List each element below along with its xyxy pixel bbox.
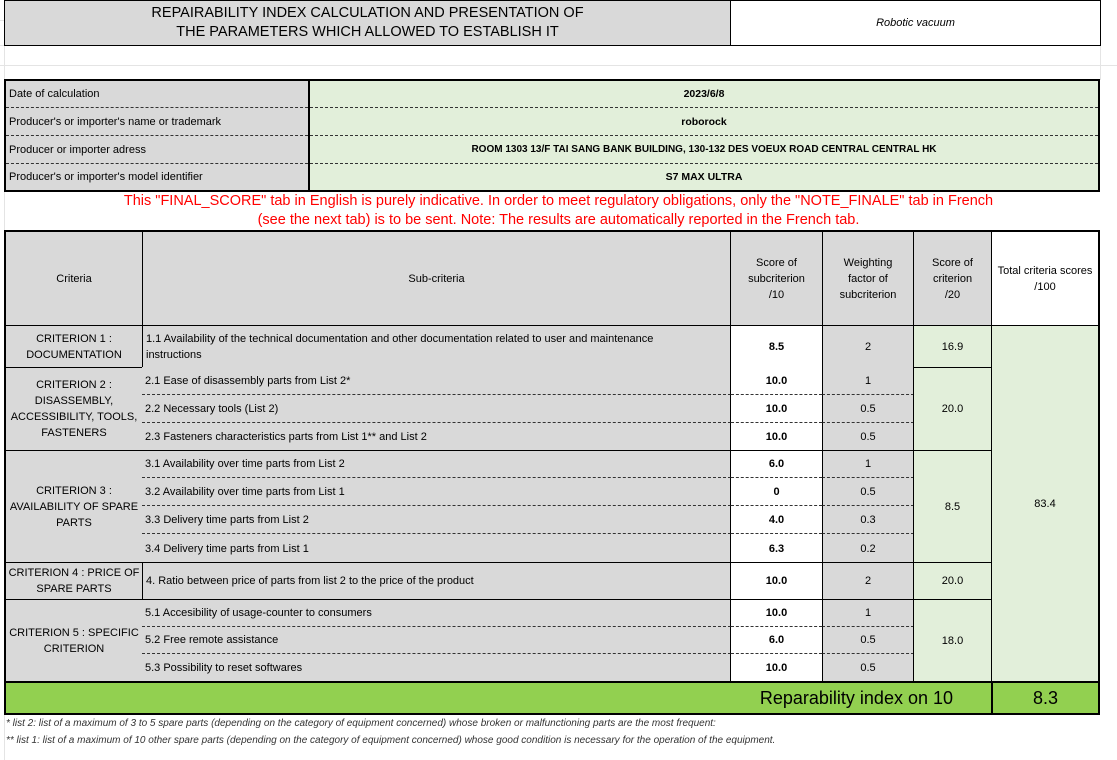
header-weighting [822, 230, 914, 326]
criterion-label: DOCUMENTATION [26, 348, 122, 361]
header-text: /20 [944, 288, 961, 301]
header-text: Weighting [843, 256, 893, 269]
info-value-model[interactable]: S7 MAX ULTRA [310, 164, 1098, 190]
criterion-3 [4, 450, 143, 563]
info-value-address[interactable]: ROOM 1303 13/F TAI SANG BANK BUILDING, 130-132 DES VOEUX ROAD CENTRAL CENTRAL HK [310, 136, 1098, 164]
sub-score-2-3[interactable]: 10.0 [731, 423, 822, 451]
criterion-2 [4, 367, 143, 451]
criterion-4 [4, 562, 143, 600]
sub-criterion-2-3: 2.3 Fasteners characteristics parts from List 1** and List 2 [142, 423, 731, 451]
header-sub-criteria: Sub-criteria [142, 230, 731, 326]
notice-line-1: This "FINAL_SCORE" tab in English is purely indicative. In order to meet regulatory obligations, only the "NOTE_FINALE" tab in French [123, 193, 994, 209]
weight-3-4: 0.2 [822, 534, 914, 563]
info-value-name[interactable]: roborock [310, 108, 1098, 136]
criterion-label: SPARE PARTS [36, 583, 112, 595]
sub-criterion-text: 1.1 Availability of the technical documentation and other documentation related to user and maintenance [146, 333, 654, 345]
header-text: /10 [768, 288, 785, 301]
sub-score-4[interactable]: 10.0 [730, 562, 823, 600]
sub-score-3-3[interactable]: 4.0 [731, 506, 822, 534]
criterion-label: CRITERION 5 : SPECIFIC [9, 626, 139, 639]
info-label-address: Producer or importer adress [6, 136, 308, 164]
footnote-list-1: ** list 1: list of a maximum of 10 other spare parts (depending on the category of equipment concerned) whose good condition is necessary for the operation of the equipment. [6, 735, 776, 746]
sub-criterion-2-1: 2.1 Ease of disassembly parts from List 2* [142, 367, 731, 395]
sub-score-5-3[interactable]: 10.0 [731, 654, 822, 682]
weight-2-2: 0.5 [822, 395, 914, 423]
header-score-subcriterion [730, 230, 823, 326]
info-label-model: Producer's or importer's model identifier [6, 164, 308, 190]
sub-criterion-2-2: 2.2 Necessary tools (List 2) [142, 395, 731, 423]
sub-criterion-4: 4. Ratio between price of parts from list 2 to the price of the product [142, 562, 731, 600]
result-label: Reparability index on 10 [759, 687, 953, 708]
header-text: /100 [1034, 280, 1056, 293]
weight-5-1: 1 [822, 599, 914, 627]
title-line-1: REPAIRABILITY INDEX CALCULATION AND PRESENTATION OF [151, 5, 584, 21]
info-value-date[interactable]: 2023/6/8 [310, 81, 1098, 108]
header-total [991, 230, 1100, 326]
result-value: 8.3 [1032, 687, 1059, 708]
criterion-score-5: 18.0 [913, 599, 992, 682]
weight-5-3: 0.5 [822, 654, 914, 682]
notice-line-2: (see the next tab) is to be sent. Note: The results are automatically reported in the French tab. [257, 212, 860, 227]
info-label-date: Date of calculation [6, 81, 308, 108]
header-text: subcriterion [839, 288, 897, 301]
notice-text [0, 192, 1117, 230]
sub-criterion-5-2: 5.2 Free remote assistance [142, 627, 731, 654]
total-criteria-score: 83.4 [991, 325, 1100, 682]
criterion-label: CRITERION 4 : PRICE OF [8, 567, 140, 579]
sub-criterion-text: instructions [146, 349, 202, 361]
criterion-label: AVAILABILITY OF SPARE [9, 500, 139, 513]
sub-criterion-3-1: 3.1 Availability over time parts from List 2 [142, 450, 731, 478]
sub-score-2-2[interactable]: 10.0 [731, 395, 822, 423]
criterion-label: DISASSEMBLY, [34, 395, 114, 407]
header-text: factor of [848, 272, 888, 285]
sub-score-3-2[interactable]: 0 [731, 478, 822, 506]
criterion-label: CRITERION 3 : [36, 484, 112, 497]
header-score-criterion [913, 230, 992, 326]
header-text: Score of [932, 256, 973, 269]
weight-3-2: 0.5 [822, 478, 914, 506]
sub-score-3-1[interactable]: 6.0 [731, 450, 822, 478]
footnote-list-2: * list 2: list of a maximum of 3 to 5 spare parts (depending on the category of equipment concerned) whose broken or malfunctioning parts are the most frequent: [6, 718, 716, 729]
sub-score-2-1[interactable]: 10.0 [731, 367, 822, 395]
criterion-score-1: 16.9 [913, 325, 992, 368]
document-title [4, 0, 731, 46]
criterion-label: FASTENERS [41, 427, 107, 439]
sub-criterion-5-3: 5.3 Possibility to reset softwares [142, 654, 731, 682]
sub-criterion-3-3: 3.3 Delivery time parts from List 2 [142, 506, 731, 534]
sub-score-5-1[interactable]: 10.0 [731, 599, 822, 627]
sub-score-1-1[interactable]: 8.5 [730, 325, 823, 368]
criterion-score-2: 20.0 [913, 367, 992, 451]
weight-1-1: 2 [822, 325, 914, 368]
sub-criterion-1-1 [142, 325, 731, 368]
weight-5-2: 0.5 [822, 627, 914, 654]
weight-3-1: 1 [822, 450, 914, 478]
weight-4: 2 [822, 562, 914, 600]
sub-score-3-4[interactable]: 6.3 [731, 534, 822, 563]
header-text: Total criteria scores [997, 264, 1093, 277]
sub-criterion-3-2: 3.2 Availability over time parts from List 1 [142, 478, 731, 506]
sub-score-5-2[interactable]: 6.0 [731, 627, 822, 654]
header-text: criterion [932, 272, 973, 285]
criterion-score-4: 20.0 [913, 562, 992, 600]
criterion-label: ACCESSIBILITY, TOOLS, [10, 411, 138, 423]
sub-criterion-3-4: 3.4 Delivery time parts from List 1 [142, 534, 731, 563]
criterion-5 [4, 599, 143, 682]
sheet-gridline [1100, 45, 1101, 80]
header-criteria: Criteria [4, 230, 143, 326]
product-category: Robotic vacuum [730, 0, 1101, 46]
weight-3-3: 0.3 [822, 506, 914, 534]
header-text: subcriterion [748, 272, 805, 285]
info-label-name: Producer's or importer's name or trademark [6, 108, 308, 136]
criterion-label: CRITERION 2 : [36, 379, 112, 391]
title-line-2: THE PARAMETERS WHICH ALLOWED TO ESTABLISH IT [176, 24, 559, 40]
criterion-label: CRITERION 1 : [36, 332, 112, 345]
sub-criterion-5-1: 5.1 Accesibility of usage-counter to consumers [142, 599, 731, 627]
criterion-score-3: 8.5 [913, 450, 992, 563]
criterion-label: PARTS [56, 516, 92, 529]
criterion-1 [4, 325, 143, 368]
criterion-label: CRITERION [43, 642, 105, 655]
weight-2-1: 1 [822, 367, 914, 395]
header-text: Score of [756, 256, 797, 269]
weight-2-3: 0.5 [822, 423, 914, 451]
sheet-gridline [0, 65, 1117, 66]
